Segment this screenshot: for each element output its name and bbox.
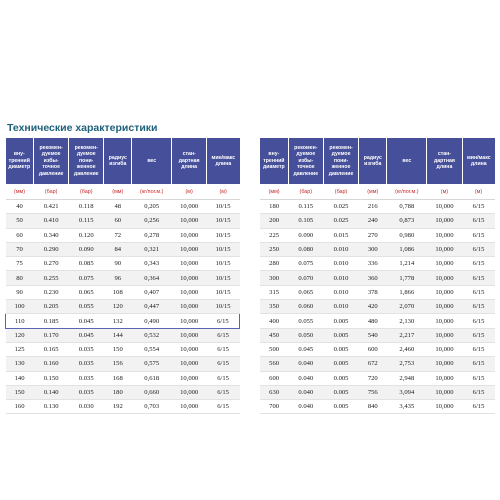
table-row xyxy=(6,371,240,385)
table-row xyxy=(260,314,495,328)
table-cell: 0.421 xyxy=(34,200,69,214)
table-cell: 10,000 xyxy=(427,300,462,314)
table-cell: 6/15 xyxy=(207,314,240,328)
table-cell: 200 xyxy=(260,214,288,228)
table-cell: 6/15 xyxy=(462,285,495,299)
table-cell: 0.105 xyxy=(288,214,323,228)
table-cell: 0.090 xyxy=(69,242,104,256)
table-cell: 0,575 xyxy=(132,357,172,371)
table-cell: 0.040 xyxy=(288,385,323,399)
column-header: вну- тренний диаметр xyxy=(260,138,288,184)
table-cell: 10,000 xyxy=(427,242,462,256)
table-cell: 144 xyxy=(104,328,132,342)
table-cell: 10,000 xyxy=(427,285,462,299)
table-cell: 0,205 xyxy=(132,200,172,214)
table-cell: 10,000 xyxy=(427,214,462,228)
table-row xyxy=(260,385,495,399)
table-cell: 0,873 xyxy=(387,214,427,228)
table-cell: 6/15 xyxy=(462,400,495,414)
table-cell: 150 xyxy=(6,385,34,399)
table-cell: 10,000 xyxy=(427,357,462,371)
table-cell: 10,000 xyxy=(172,385,207,399)
table-cell: 6/15 xyxy=(207,400,240,414)
table-row-highlighted xyxy=(6,314,240,328)
table-cell: 10/15 xyxy=(207,200,240,214)
table-cell: 84 xyxy=(104,242,132,256)
table-cell: 180 xyxy=(104,385,132,399)
table-row xyxy=(260,257,495,271)
table-cell: 10,000 xyxy=(427,400,462,414)
table-cell: 0.050 xyxy=(288,328,323,342)
unit-cell: (бар) xyxy=(69,184,104,200)
table-cell: 6/15 xyxy=(462,314,495,328)
table-cell: 0,554 xyxy=(132,342,172,356)
table-cell: 3,094 xyxy=(387,385,427,399)
table-cell: 192 xyxy=(104,400,132,414)
column-header: мин/макс длина xyxy=(462,138,495,184)
table-cell: 420 xyxy=(359,300,387,314)
table-cell: 6/15 xyxy=(462,228,495,242)
table-row xyxy=(260,300,495,314)
table-row xyxy=(6,400,240,414)
table-cell: 10,000 xyxy=(172,342,207,356)
table-cell: 300 xyxy=(260,271,288,285)
table-cell: 0.035 xyxy=(69,371,104,385)
unit-cell: (мм) xyxy=(260,184,288,200)
table-cell: 60 xyxy=(6,228,34,242)
table-cell: 110 xyxy=(6,314,34,328)
table-cell: 250 xyxy=(260,242,288,256)
table-cell: 0.290 xyxy=(34,242,69,256)
table-cell: 0.170 xyxy=(34,328,69,342)
table-cell: 0,407 xyxy=(132,285,172,299)
table-cell: 10,000 xyxy=(172,400,207,414)
table-cell: 1,214 xyxy=(387,257,427,271)
unit-cell: (кг/пог.м.) xyxy=(132,184,172,200)
table-cell: 0.005 xyxy=(323,328,358,342)
unit-cell: (м) xyxy=(462,184,495,200)
table-cell: 6/15 xyxy=(462,371,495,385)
table-cell: 0.230 xyxy=(34,285,69,299)
table-cell: 6/15 xyxy=(462,342,495,356)
table-cell: 280 xyxy=(260,257,288,271)
table-cell: 6/15 xyxy=(207,357,240,371)
table-cell: 0,447 xyxy=(132,300,172,314)
unit-cell: (мм) xyxy=(6,184,34,200)
units-row xyxy=(260,184,495,200)
table-cell: 6/15 xyxy=(462,242,495,256)
column-header: вес xyxy=(387,138,427,184)
table-cell: 0.270 xyxy=(34,257,69,271)
table-row xyxy=(260,285,495,299)
table-row xyxy=(260,214,495,228)
table-cell: 756 xyxy=(359,385,387,399)
table-cell: 0,343 xyxy=(132,257,172,271)
table-cell: 0.005 xyxy=(323,342,358,356)
table-cell: 0.045 xyxy=(288,342,323,356)
table-cell: 378 xyxy=(359,285,387,299)
table-cell: 80 xyxy=(6,271,34,285)
table-cell: 315 xyxy=(260,285,288,299)
table-cell: 0,321 xyxy=(132,242,172,256)
table-cell: 0.010 xyxy=(323,242,358,256)
table-cell: 0.185 xyxy=(34,314,69,328)
table-cell: 0.035 xyxy=(69,385,104,399)
table-cell: 0.140 xyxy=(34,385,69,399)
table-cell: 0.085 xyxy=(69,257,104,271)
table-cell: 10,000 xyxy=(427,271,462,285)
column-header: рекомен- дуемое избы- точное давление xyxy=(288,138,323,184)
table-row xyxy=(260,242,495,256)
table-cell: 10,000 xyxy=(172,242,207,256)
table-cell: 6/15 xyxy=(462,200,495,214)
unit-cell: (бар) xyxy=(288,184,323,200)
table-cell: 336 xyxy=(359,257,387,271)
unit-cell: (бар) xyxy=(34,184,69,200)
table-row xyxy=(260,271,495,285)
table-cell: 1,866 xyxy=(387,285,427,299)
table-cell: 0.080 xyxy=(288,242,323,256)
table-cell: 700 xyxy=(260,400,288,414)
table-cell: 270 xyxy=(359,228,387,242)
table-cell: 1,778 xyxy=(387,271,427,285)
header-row xyxy=(6,138,240,184)
table-cell: 6/15 xyxy=(462,328,495,342)
table-cell: 10/15 xyxy=(207,214,240,228)
table-cell: 48 xyxy=(104,200,132,214)
table-cell: 10,000 xyxy=(427,228,462,242)
table-cell: 0.070 xyxy=(288,271,323,285)
table-cell: 400 xyxy=(260,314,288,328)
table-cell: 10,000 xyxy=(427,200,462,214)
table-cell: 0,256 xyxy=(132,214,172,228)
table-cell: 6/15 xyxy=(207,371,240,385)
column-header: рекомен- дуемое избы- точное давление xyxy=(34,138,69,184)
table-cell: 0.065 xyxy=(69,285,104,299)
table-row xyxy=(260,371,495,385)
table-cell: 0.075 xyxy=(69,271,104,285)
table-cell: 2,460 xyxy=(387,342,427,356)
spec-table-left xyxy=(5,138,240,414)
table-cell: 125 xyxy=(6,342,34,356)
table-cell: 0.025 xyxy=(323,214,358,228)
table-cell: 0.120 xyxy=(69,228,104,242)
table-cell: 6/15 xyxy=(207,328,240,342)
table-body xyxy=(6,184,240,414)
table-cell: 6/15 xyxy=(207,385,240,399)
table-cell: 10,000 xyxy=(172,285,207,299)
table-row xyxy=(6,228,240,242)
table-cell: 0.015 xyxy=(323,228,358,242)
table-cell: 0.010 xyxy=(323,285,358,299)
table-row xyxy=(260,342,495,356)
table-cell: 10,000 xyxy=(172,300,207,314)
section-title: Технические характеристики xyxy=(7,122,158,134)
spec-table-right xyxy=(260,138,495,414)
table-cell: 0,364 xyxy=(132,271,172,285)
table-cell: 0.040 xyxy=(288,400,323,414)
table-cell: 0,980 xyxy=(387,228,427,242)
table-cell: 100 xyxy=(6,300,34,314)
table-cell: 0.115 xyxy=(69,214,104,228)
table-cell: 0.040 xyxy=(288,357,323,371)
table-cell: 2,130 xyxy=(387,314,427,328)
table-cell: 560 xyxy=(260,357,288,371)
table-row xyxy=(260,400,495,414)
column-header: радиус изгиба xyxy=(104,138,132,184)
table-cell: 0.005 xyxy=(323,400,358,414)
table-row xyxy=(6,385,240,399)
table-cell: 72 xyxy=(104,228,132,242)
table-cell: 108 xyxy=(104,285,132,299)
table-cell: 10,000 xyxy=(172,314,207,328)
table-cell: 672 xyxy=(359,357,387,371)
table-cell: 6/15 xyxy=(462,385,495,399)
table-row xyxy=(6,257,240,271)
table-cell: 0.030 xyxy=(69,400,104,414)
table-header xyxy=(6,138,240,184)
table-cell: 2,948 xyxy=(387,371,427,385)
table-cell: 0.010 xyxy=(323,300,358,314)
table-cell: 10,000 xyxy=(172,214,207,228)
table-cell: 0.410 xyxy=(34,214,69,228)
column-header: рекомен- дуемое пони- женное давление xyxy=(69,138,104,184)
table-cell: 10,000 xyxy=(427,385,462,399)
table-cell: 75 xyxy=(6,257,34,271)
table-cell: 0.160 xyxy=(34,357,69,371)
table-cell: 150 xyxy=(104,342,132,356)
table-cell: 10,000 xyxy=(427,328,462,342)
table-cell: 240 xyxy=(359,214,387,228)
table-cell: 160 xyxy=(6,400,34,414)
table-cell: 10,000 xyxy=(172,200,207,214)
table-row xyxy=(260,357,495,371)
table-cell: 0.090 xyxy=(288,228,323,242)
table-row xyxy=(6,242,240,256)
table-cell: 300 xyxy=(359,242,387,256)
table-row xyxy=(6,328,240,342)
table-cell: 0.118 xyxy=(69,200,104,214)
table-cell: 0.025 xyxy=(323,200,358,214)
table-cell: 480 xyxy=(359,314,387,328)
table-cell: 0.005 xyxy=(323,357,358,371)
table-cell: 3,435 xyxy=(387,400,427,414)
table-cell: 10,000 xyxy=(172,271,207,285)
table-cell: 540 xyxy=(359,328,387,342)
table-cell: 0.010 xyxy=(323,271,358,285)
table-cell: 2,217 xyxy=(387,328,427,342)
table-cell: 0.035 xyxy=(69,357,104,371)
table-cell: 0,532 xyxy=(132,328,172,342)
table-cell: 500 xyxy=(260,342,288,356)
table-cell: 2,070 xyxy=(387,300,427,314)
table-cell: 6/15 xyxy=(207,342,240,356)
table-cell: 0,660 xyxy=(132,385,172,399)
table-cell: 0.205 xyxy=(34,300,69,314)
table-row xyxy=(6,342,240,356)
table-cell: 350 xyxy=(260,300,288,314)
table-cell: 0.005 xyxy=(323,314,358,328)
table-cell: 0.035 xyxy=(69,342,104,356)
table-cell: 0.060 xyxy=(288,300,323,314)
table-cell: 40 xyxy=(6,200,34,214)
column-header: вес xyxy=(132,138,172,184)
table-cell: 360 xyxy=(359,271,387,285)
table-cell: 0.055 xyxy=(288,314,323,328)
table-cell: 0.010 xyxy=(323,257,358,271)
table-cell: 2,753 xyxy=(387,357,427,371)
table-cell: 720 xyxy=(359,371,387,385)
table-cell: 60 xyxy=(104,214,132,228)
table-cell: 6/15 xyxy=(462,300,495,314)
table-cell: 0.055 xyxy=(69,300,104,314)
table-cell: 0,278 xyxy=(132,228,172,242)
table-cell: 10/15 xyxy=(207,271,240,285)
table-row xyxy=(6,285,240,299)
table-row xyxy=(260,228,495,242)
table-row xyxy=(260,328,495,342)
table-cell: 10,000 xyxy=(172,371,207,385)
table-cell: 0.065 xyxy=(288,285,323,299)
column-header: рекомен- дуемое пони- женное давление xyxy=(323,138,358,184)
table-cell: 600 xyxy=(359,342,387,356)
table-cell: 6/15 xyxy=(462,257,495,271)
table-cell: 0,618 xyxy=(132,371,172,385)
table-cell: 6/15 xyxy=(462,214,495,228)
table-cell: 10/15 xyxy=(207,228,240,242)
table-cell: 0.165 xyxy=(34,342,69,356)
unit-cell: (м) xyxy=(172,184,207,200)
table-cell: 50 xyxy=(6,214,34,228)
table-cell: 0,788 xyxy=(387,200,427,214)
table-cell: 10,000 xyxy=(172,328,207,342)
column-header: стан- дартная длина xyxy=(172,138,207,184)
table-cell: 600 xyxy=(260,371,288,385)
table-cell: 630 xyxy=(260,385,288,399)
table-cell: 120 xyxy=(104,300,132,314)
table-cell: 90 xyxy=(6,285,34,299)
unit-cell: (м) xyxy=(207,184,240,200)
table-cell: 0.255 xyxy=(34,271,69,285)
table-cell: 6/15 xyxy=(462,271,495,285)
table-cell: 10,000 xyxy=(427,314,462,328)
table-cell: 10,000 xyxy=(427,342,462,356)
table-cell: 96 xyxy=(104,271,132,285)
table-cell: 0.005 xyxy=(323,385,358,399)
table-cell: 10/15 xyxy=(207,257,240,271)
table-cell: 0.075 xyxy=(288,257,323,271)
table-cell: 0.045 xyxy=(69,314,104,328)
table-cell: 10,000 xyxy=(172,257,207,271)
table-body xyxy=(260,184,495,414)
table-cell: 0.340 xyxy=(34,228,69,242)
table-cell: 120 xyxy=(6,328,34,342)
column-header: стан- дартная длина xyxy=(427,138,462,184)
unit-cell: (мм) xyxy=(104,184,132,200)
table-cell: 168 xyxy=(104,371,132,385)
table-cell: 10,000 xyxy=(172,228,207,242)
table-cell: 90 xyxy=(104,257,132,271)
header-row xyxy=(260,138,495,184)
table-cell: 0,490 xyxy=(132,314,172,328)
table-cell: 10/15 xyxy=(207,242,240,256)
unit-cell: (мм) xyxy=(359,184,387,200)
unit-cell: (м) xyxy=(427,184,462,200)
table-cell: 0.005 xyxy=(323,371,358,385)
table-cell: 180 xyxy=(260,200,288,214)
table-cell: 130 xyxy=(6,357,34,371)
table-cell: 10,000 xyxy=(172,357,207,371)
table-cell: 225 xyxy=(260,228,288,242)
table-cell: 216 xyxy=(359,200,387,214)
table-row xyxy=(6,271,240,285)
column-header: радиус изгиба xyxy=(359,138,387,184)
column-header: вну- тренний диаметр xyxy=(6,138,34,184)
table-cell: 70 xyxy=(6,242,34,256)
table-row xyxy=(6,214,240,228)
table-row xyxy=(260,200,495,214)
table-row xyxy=(6,300,240,314)
table-cell: 1,086 xyxy=(387,242,427,256)
table-cell: 156 xyxy=(104,357,132,371)
table-row xyxy=(6,200,240,214)
table-cell: 10/15 xyxy=(207,300,240,314)
unit-cell: (кг/пог.м.) xyxy=(387,184,427,200)
column-header: мин/макс длина xyxy=(207,138,240,184)
table-cell: 450 xyxy=(260,328,288,342)
table-row xyxy=(6,357,240,371)
table-cell: 0.040 xyxy=(288,371,323,385)
table-cell: 0.150 xyxy=(34,371,69,385)
table-cell: 10,000 xyxy=(427,371,462,385)
table-cell: 0,703 xyxy=(132,400,172,414)
table-cell: 140 xyxy=(6,371,34,385)
table-cell: 0.130 xyxy=(34,400,69,414)
table-cell: 0.045 xyxy=(69,328,104,342)
table-header xyxy=(260,138,495,184)
unit-cell: (бар) xyxy=(323,184,358,200)
units-row xyxy=(6,184,240,200)
table-cell: 840 xyxy=(359,400,387,414)
table-cell: 132 xyxy=(104,314,132,328)
table-cell: 10/15 xyxy=(207,285,240,299)
table-cell: 0.115 xyxy=(288,200,323,214)
table-cell: 6/15 xyxy=(462,357,495,371)
table-cell: 10,000 xyxy=(427,257,462,271)
